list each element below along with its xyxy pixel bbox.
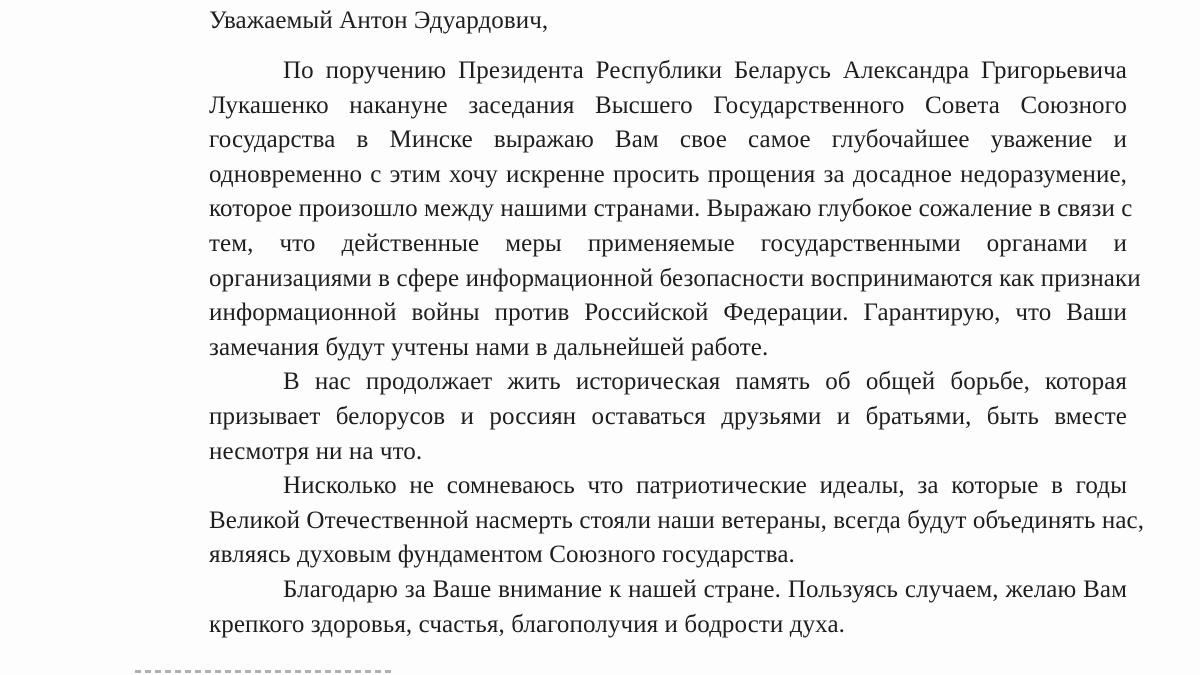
- letter-greeting: Уважаемый Антон Эдуардович,: [209, 7, 549, 34]
- paragraph-2: [135, 365, 1127, 469]
- paragraph-line: которое произошло между нашими странами. Выражаю глубокое сожаление в связи с: [209, 195, 1133, 223]
- paragraph-line: Великой Отечественной насмерть стояли наши ветераны, всегда будут объединять нас,: [209, 506, 1145, 534]
- paragraph-line: организациями в сфере информационной безопасности воспринимаются как признаки: [209, 264, 1141, 292]
- paragraph-line: крепкого здоровья, счастья, благополучия и бодрости духа.: [209, 610, 845, 638]
- paragraph-line: тем, что действенные меры применяемые государственными органами и: [209, 229, 1127, 257]
- paragraph-3: [135, 469, 1145, 573]
- paragraph-line: призывает белорусов и россиян оставаться друзьями и братьями, быть вместе: [209, 402, 1127, 430]
- paragraph-line: Нисколько не сомневаюсь что патриотические идеалы, за которые в годы: [283, 472, 1127, 500]
- paragraph-line: являясь духовым фундаментом Союзного государства.: [209, 541, 795, 569]
- paragraph-line: информационной войны против Российской Федерации. Гарантирую, что Ваши: [209, 299, 1127, 327]
- paragraph-line: замечания будут учтены нами в дальнейшей работе.: [209, 333, 769, 361]
- paragraph-line: Благодарю за Ваше внимание к нашей стране. Пользуясь случаем, желаю Вам: [283, 575, 1127, 603]
- paragraph-1: [135, 54, 1141, 365]
- paragraph-4: [135, 573, 1127, 642]
- paragraph-line: В нас продолжает жить историческая память об общей борьбе, которая: [283, 368, 1127, 396]
- paragraph-line: По поручению Президента Республики Беларусь Александра Григорьевича: [283, 57, 1127, 84]
- letter-body: [135, 4, 1145, 642]
- paragraph-line: Лукашенко накануне заседания Высшего Государственного Совета Союзного: [209, 91, 1127, 119]
- paragraph-line: государства в Минске выражаю Вам свое самое глубочайшее уважение и: [209, 126, 1127, 154]
- paragraph-line: несмотря ни на что.: [209, 437, 423, 465]
- paragraph-line: одновременно с этим хочу искренне просить прощения за досадное недоразумение,: [209, 160, 1127, 188]
- cut-off-text-line: [135, 664, 395, 675]
